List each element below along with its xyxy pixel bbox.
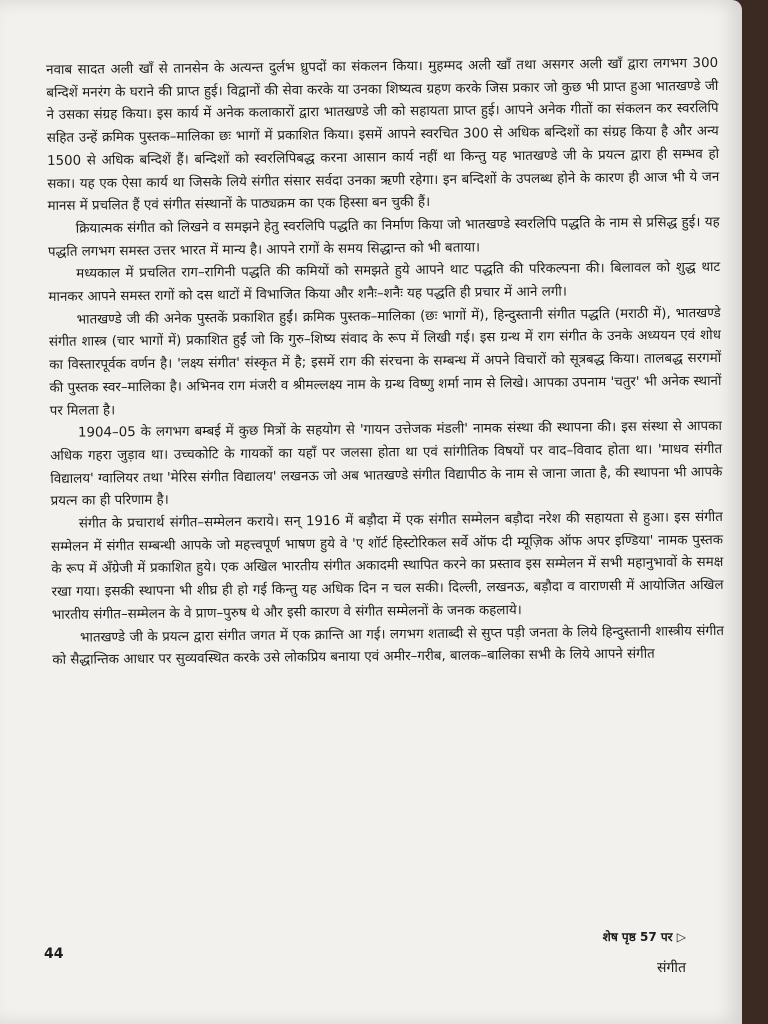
paragraph: क्रियात्मक संगीत को लिखने व समझने हेतु स्वरलिपि पद्धति का निर्माण किया जो भातखण्डे स्वरलिपि पद्धति के नाम से प्रसिद्ध हुई। यह पद्धति लगभग समस्त उत्तर भारत में मान्य है। आपने रागों के समय सिद्धान्त को भी बताया। (47, 214, 720, 260)
paragraph: 1904–05 के लगभग बम्बई में कुछ मित्रों के सहयोग से 'गायन उत्तेजक मंडली' नामक संस्था की स्थापना की। इस संस्था से आपका अधिक गहरा जुड़ाव था। उच्चकोटि के गायकों का यहाँ पर जलसा होता था एवं सांगीतिक विषयों पर वाद–विवाद होता था। 'माधव संगीत विद्यालय' ग्वालियर तथा 'मेरिस संगीत विद्यालय' लखनऊ जो अब भातखण्डे संगीत विद्यापीठ के नाम से जाना जाता है, की स्थापना भी आपके प्रयत्न का ही परिणाम है। (50, 419, 723, 510)
footer-title: संगीत (657, 960, 686, 976)
continued-note: शेष पृष्ठ 57 पर ▷ (602, 930, 686, 944)
paragraph: नवाब सादत अली खाँ से तानसेन के अत्यन्त दुर्लभ ध्रुपदों का संकलन किया। मुहम्मद अली खाँ तथा असगर अली खाँ द्वारा लगभग 300 बन्दिशें मनरंग के घराने की प्राप्त हुई। विद्वानों की सेवा करके या उनका शिष्यत्व ग्रहण करके जिस प्रकार जो कुछ भी प्राप्त हुआ भातखण्डे जी ने उसका संग्रह किया। इस कार्य में अनेक कलाकारों द्वारा भातखण्डे जी को सहायता प्राप्त हुई। आपने अनेक गीतों का संकलन कर स्वरलिपि सहित उन्हें क्रमिक पुस्तक–मालिका छः भागों में प्रकाशित किया। इसमें आपने स्वरचित 300 से अधिक बन्दिशों का संग्रह किया है और अन्य 1500 से अधिक बन्दिशें हैं। बन्दिशों को स्वरलिपिबद्ध करना आसान कार्य नहीं था किन्तु यह भातखण्डे जी के प्रयत्न द्वारा ही सम्भव हो सका। यह एक ऐसा कार्य था जिसके लिये संगीत संसार सर्वदा उनका ऋणी रहेगा। इन बन्दिशों के उपलब्ध होने के कारण ही आज भी ये जन मानस में प्रचलित हैं एवं संगीत संस्थानों के पाठ्यक्रम का एक हिस्सा बन चुकी हैं। (46, 55, 720, 215)
page-number: 44 (44, 946, 64, 962)
paragraph: भातखण्डे जी के प्रयत्न द्वारा संगीत जगत में एक क्रान्ति आ गई। लगभग शताब्दी से सुप्त पड़ी जनता के लिये हिन्दुस्तानी शास्त्रीय संगीत को सैद्धान्तिक आधार पर सुव्यवस्थित करके उसे लोकप्रिय बनाया एवं अमीर–गरीब, बालक–बालिका सभी के लिये आपने संगीत (52, 623, 725, 669)
body-text (46, 53, 724, 673)
paragraph: मध्यकाल में प्रचलित राग–रागिनी पद्धति की कमियों को समझते हुये आपने थाट पद्धति की परिकल्पना की। बिलावल को शुद्ध थाट मानकर आपने समस्त रागों को दस थाटों में विभाजित किया और शनैः–शनैः यह पद्धति ही प्रचार में आने लगी। (48, 260, 721, 306)
paragraph: संगीत के प्रचारार्थ संगीत–सम्मेलन कराये। सन् 1916 में बड़ौदा में एक संगीत सम्मेलन बड़ौदा नरेश की सहायता से हुआ। इस संगीत सम्मेलन में संगीत सम्बन्धी आपके जो महत्त्वपूर्ण भाषण हुये वे 'ए शॉर्ट हिस्टोरिकल सर्वे ऑफ दी म्यूज़िक ऑफ अपर इण्डिया' नामक पुस्तक के रूप में अँग्रेजी में प्रकाशित हुये। एक अखिल भारतीय संगीत अकादमी स्थापित करने का प्रस्ताव इस सम्मेलन में सभी महानुभावों के समक्ष रखा गया। इसकी स्थापना भी शीघ्र ही हो गई किन्तु यह अधिक दिन न चल सकी। दिल्ली, लखनऊ, बड़ौदा व वाराणसी में आयोजित अखिल भारतीय संगीत–सम्मेलन के वे प्राण–पुरुष थे और इसी कारण वे संगीत सम्मेलनों के जनक कहलाये। (51, 510, 724, 623)
paragraph: भातखण्डे जी की अनेक पुस्तकें प्रकाशित हुईं। क्रमिक पुस्तक–मालिका (छः भागों में), हिन्दुस्तानी संगीत पद्धति (मराठी में), भातखण्डे संगीत शास्त्र (चार भागों में) प्रकाशित हुईं जो कि गुरु–शिष्य संवाद के रूप में लिखी गई। इस ग्रन्थ में राग संगीत के उनके अध्ययन एवं शोध का विस्तारपूर्वक वर्णन है। 'लक्ष्य संगीत' संस्कृत में है; इसमें राग की संरचना के सम्बन्ध में अपने विचारों को सूत्रबद्ध किया। तालबद्ध सरगमों की पुस्तक स्वर–मालिका है। अभिनव राग मंजरी व श्रीमल्लक्ष्य नाम के ग्रन्थ विष्णु शर्मा नाम से लिखे। आपका उपनाम 'चतुर' भी अनेक स्थानों पर मिलता है। (48, 305, 722, 419)
